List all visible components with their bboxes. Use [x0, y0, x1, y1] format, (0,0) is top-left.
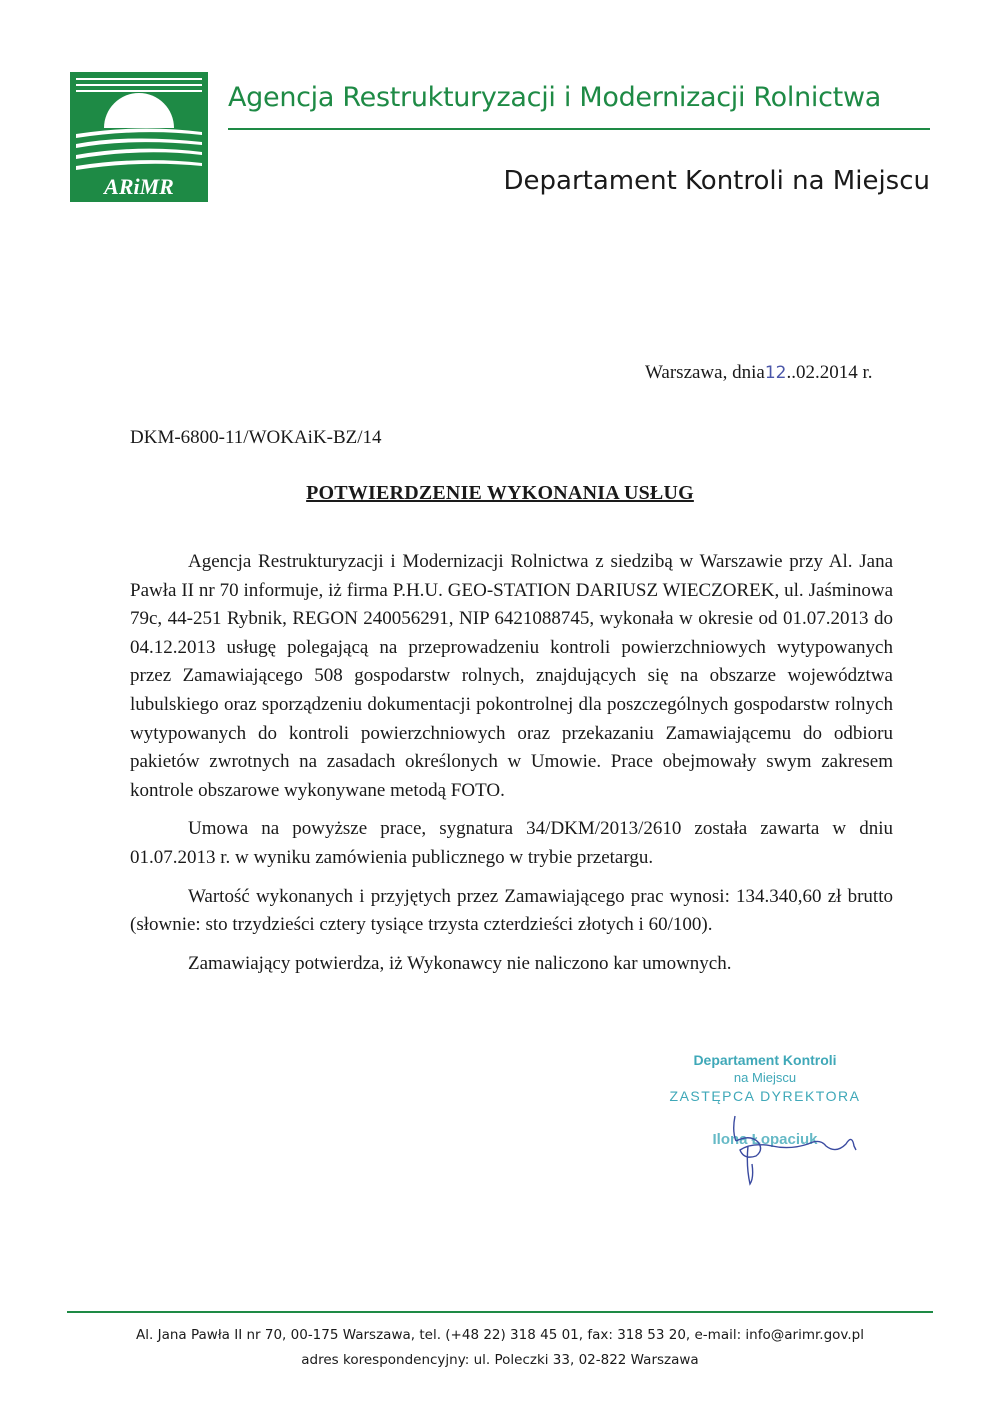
logo-text: ARiMR	[104, 174, 174, 199]
date-dots: ..	[786, 362, 796, 383]
official-stamp	[640, 1046, 890, 1186]
date-day-handwritten: 12	[764, 363, 787, 383]
handwritten-signature	[640, 1046, 890, 1186]
date-line	[645, 362, 872, 384]
date-prefix: Warszawa, dnia	[645, 362, 765, 383]
reference-number: DKM-6800-11/WOKAiK-BZ/14	[130, 427, 382, 448]
header-rule	[228, 128, 930, 130]
stamp-line-place: na Miejscu	[733, 1070, 797, 1085]
footer-address: Al. Jana Pawła II nr 70, 00-175 Warszawa, tel. (+48 22) 318 45 01, fax: 318 53 20, e-mail: info@arimr.gov.pl	[136, 1327, 864, 1343]
footer-correspondence-address: adres korespondencyjny: ul. Poleczki 33, 02-822 Warszawa	[301, 1352, 699, 1368]
agency-name: Agencja Restrukturyzacji i Modernizacji Rolnictwa	[228, 82, 881, 113]
document-title: POTWIERDZENIE WYKONANIA USŁUG	[306, 482, 694, 504]
body-paragraph: Zamawiający potwierdza, iż Wykonawcy nie naliczono kar umownych.	[188, 952, 732, 974]
body-paragraph: Wartość wykonanych i przyjętych przez Zamawiającego prac wynosi: 134.340,60 zł brutto (słownie: sto trzydzieści cztery tysiące trzysta czterdzieści złotych i 60/100).	[130, 885, 893, 936]
body-paragraph: Umowa na powyższe prace, sygnatura 34/DKM/2013/2610 została zawarta w dniu 01.07.2013 r. w wyniku zamówienia publicznego w trybie przetargu.	[130, 818, 893, 868]
stamp-line-position: ZASTĘPCA DYREKTORA	[669, 1088, 861, 1104]
arimr-logo	[70, 72, 208, 202]
department-name: Departament Kontroli na Miejscu	[503, 166, 930, 196]
stamp-line-department: Departament Kontroli	[693, 1052, 837, 1068]
stamp-line-name: Ilona Łopaciuk	[712, 1131, 818, 1148]
document-body	[130, 548, 893, 988]
date-rest: 02.2014 r.	[795, 362, 873, 383]
body-paragraph: Agencja Restrukturyzacji i Modernizacji Rolnictwa z siedzibą w Warszawie przy Al. Jana Pawła II nr 70 informuje, iż firma P.H.U. GEO-STATION DARIUSZ WIECZOREK, ul. Jaśminowa 79c, 44-251 Rybnik, REGON 240056291, NIP 6421088745, wykonała w okresie od 01.07.2013 do 04.12.2013 usługę polegającą na przeprowadzeniu kontroli powierzchniowych wytypowanych przez Zamawiającego 508 gospodarstw rolnych, znajdujących się na obszarze województwa lubulskiego oraz sporządzeniu dokumentacji pokontrolnej dla poszczególnych gospodarstw rolnych wytypowanych do kontroli powierzchniowych oraz przekazaniu Zamawiającemu do odbioru pakietów zwrotnych na zasadach określonych w Umowie. Prace obejmowały swym zakresem kontrole obszarowe wykonywane metodą FOTO.	[130, 551, 893, 801]
footer-rule	[67, 1311, 933, 1313]
